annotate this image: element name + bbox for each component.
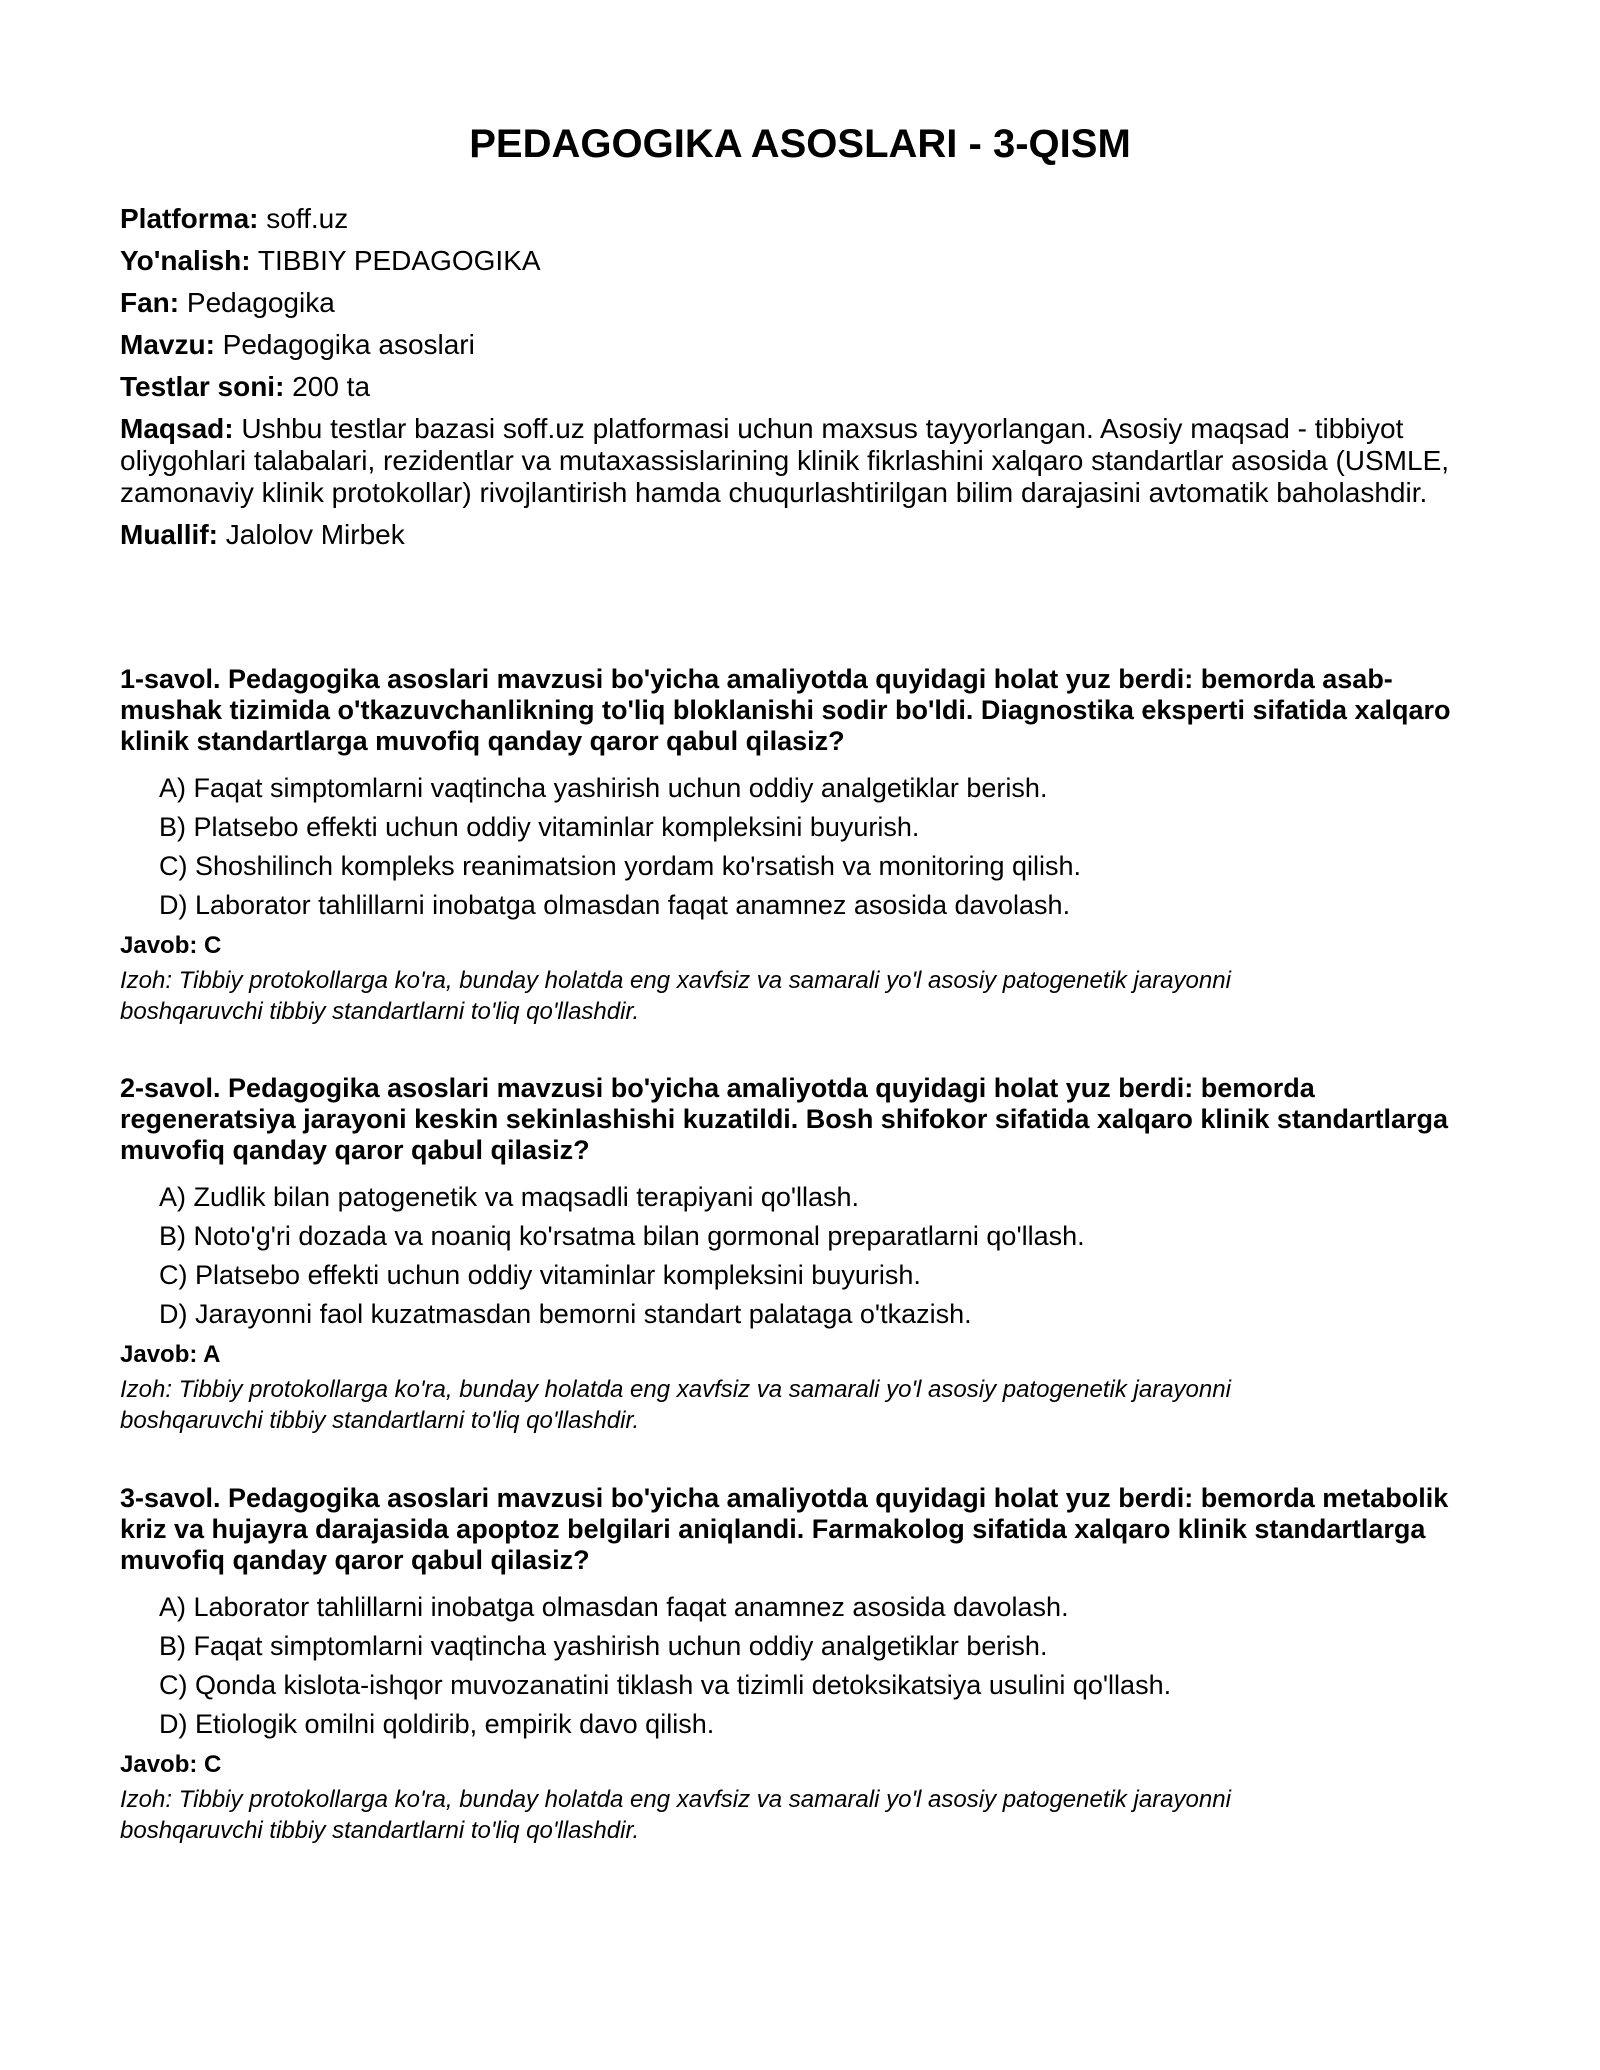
options-list: [120, 1592, 1485, 1740]
meta-mavzu-label: Mavzu:: [120, 329, 215, 360]
meta-testlar-value: 200 ta: [284, 371, 371, 402]
question-text: 1-savol. Pedagogika asoslari mavzusi bo'yicha amaliyotda quyidagi holat yuz berdi: bemorda asab-mushak tizimida o'tkazuvchanlikning to'liq bloklanishi sodir bo'ldi. Diagnostika eksperti sifatida xalqaro klinik standartlarga muvofiq qanday qaror qabul qilasiz?: [120, 664, 1451, 756]
meta-maqsad: [120, 413, 1485, 509]
meta-fan-value: Pedagogika: [179, 287, 335, 318]
answer: Javob: A: [120, 1341, 221, 1368]
options-list: [120, 773, 1485, 921]
option-a: A) Zudlik bilan patogenetik va maqsadli terapiyani qo'llash.: [159, 1182, 860, 1212]
meta-mavzu: [120, 329, 1485, 361]
meta-fan-label: Fan:: [120, 287, 180, 318]
meta-maqsad-value: Ushbu testlar bazasi soff.uz platformasi uchun maxsus tayyorlangan. Asosiy maqsad - tibbiyot oliygohlari talabalari, rezidentlar va mutaxassislarining klinik fikrlashini xalqaro standartlar asosida (USMLE, zamonaviy klinik protokollar) rivojlantirish hamda chuqurlashtirilgan bilim darajasini avtomatik baholashdir.: [120, 413, 1450, 508]
question-text: 3-savol. Pedagogika asoslari mavzusi bo'yicha amaliyotda quyidagi holat yuz berdi: bemorda metabolik kriz va hujayra darajasida apoptoz belgilari aniqlandi. Farmakolog sifatida xalqaro klinik standartlarga muvofiq qanday qaror qabul qilasiz?: [120, 1483, 1449, 1575]
meta-yonalish-label: Yo'nalish:: [120, 245, 251, 276]
option-a: A) Faqat simptomlarni vaqtincha yashirish uchun oddiy analgetiklar berish.: [159, 773, 1048, 803]
option-b: B) Noto'g'ri dozada va noaniq ko'rsatma bilan gormonal preparatlarni qo'llash.: [159, 1221, 1085, 1251]
document-metadata: [120, 203, 1485, 561]
option-c: C) Platsebo effekti uchun oddiy vitaminlar kompleksini buyurish.: [159, 1260, 921, 1290]
question-1: [120, 664, 1485, 1027]
explanation: Izoh: Tibbiy protokollarga ko'ra, bunday holatda eng xavfsiz va samarali yo'l asosiy patogenetik jarayonni boshqaruvchi tibbiy standartlarni to'liq qo'llashdir.: [120, 967, 1231, 1025]
meta-fan: [120, 287, 1485, 319]
answer: Javob: C: [120, 1751, 222, 1778]
option-b: B) Faqat simptomlarni vaqtincha yashirish uchun oddiy analgetiklar berish.: [159, 1631, 1048, 1661]
meta-testlar-soni: [120, 371, 1485, 403]
meta-platforma-value: soff.uz: [258, 203, 349, 234]
meta-yonalish-value: TIBBIY PEDAGOGIKA: [250, 245, 541, 276]
option-c: C) Shoshilinch kompleks reanimatsion yordam ko'rsatish va monitoring qilish.: [159, 851, 1082, 881]
question-2: [120, 1073, 1485, 1436]
answer: Javob: C: [120, 932, 222, 959]
meta-muallif: [120, 519, 1485, 551]
explanation: Izoh: Tibbiy protokollarga ko'ra, bunday holatda eng xavfsiz va samarali yo'l asosiy patogenetik jarayonni boshqaruvchi tibbiy standartlarni to'liq qo'llashdir.: [120, 1786, 1231, 1844]
question-3: [120, 1483, 1485, 1846]
meta-muallif-value: Jalolov Mirbek: [218, 519, 405, 550]
option-d: D) Etiologik omilni qoldirib, empirik davo qilish.: [159, 1709, 715, 1739]
meta-platforma: [120, 203, 1485, 235]
option-c: C) Qonda kislota-ishqor muvozanatini tiklash va tizimli detoksikatsiya usulini qo'llash.: [159, 1670, 1172, 1700]
option-d: D) Laborator tahlillarni inobatga olmasdan faqat anamnez asosida davolash.: [159, 890, 1071, 920]
option-d: D) Jarayonni faol kuzatmasdan bemorni standart palataga o'tkazish.: [159, 1299, 972, 1329]
meta-testlar-label: Testlar soni:: [120, 371, 285, 402]
meta-platforma-label: Platforma:: [120, 203, 259, 234]
meta-yonalish: [120, 245, 1485, 277]
meta-muallif-label: Muallif:: [120, 519, 218, 550]
option-a: A) Laborator tahlillarni inobatga olmasdan faqat anamnez asosida davolash.: [159, 1592, 1069, 1622]
document-title: PEDAGOGIKA ASOSLARI - 3-QISM: [469, 122, 1131, 166]
options-list: [120, 1182, 1485, 1330]
option-b: B) Platsebo effekti uchun oddiy vitaminlar kompleksini buyurish.: [159, 812, 920, 842]
meta-maqsad-label: Maqsad:: [120, 413, 234, 444]
meta-mavzu-value: Pedagogika asoslari: [214, 329, 475, 360]
question-text: 2-savol. Pedagogika asoslari mavzusi bo'yicha amaliyotda quyidagi holat yuz berdi: bemorda regeneratsiya jarayoni keskin sekinlashishi kuzatildi. Bosh shifokor sifatida xalqaro klinik standartlarga muvofiq qanday qaror qabul qilasiz?: [120, 1073, 1448, 1165]
explanation: Izoh: Tibbiy protokollarga ko'ra, bunday holatda eng xavfsiz va samarali yo'l asosiy patogenetik jarayonni boshqaruvchi tibbiy standartlarni to'liq qo'llashdir.: [120, 1376, 1231, 1434]
